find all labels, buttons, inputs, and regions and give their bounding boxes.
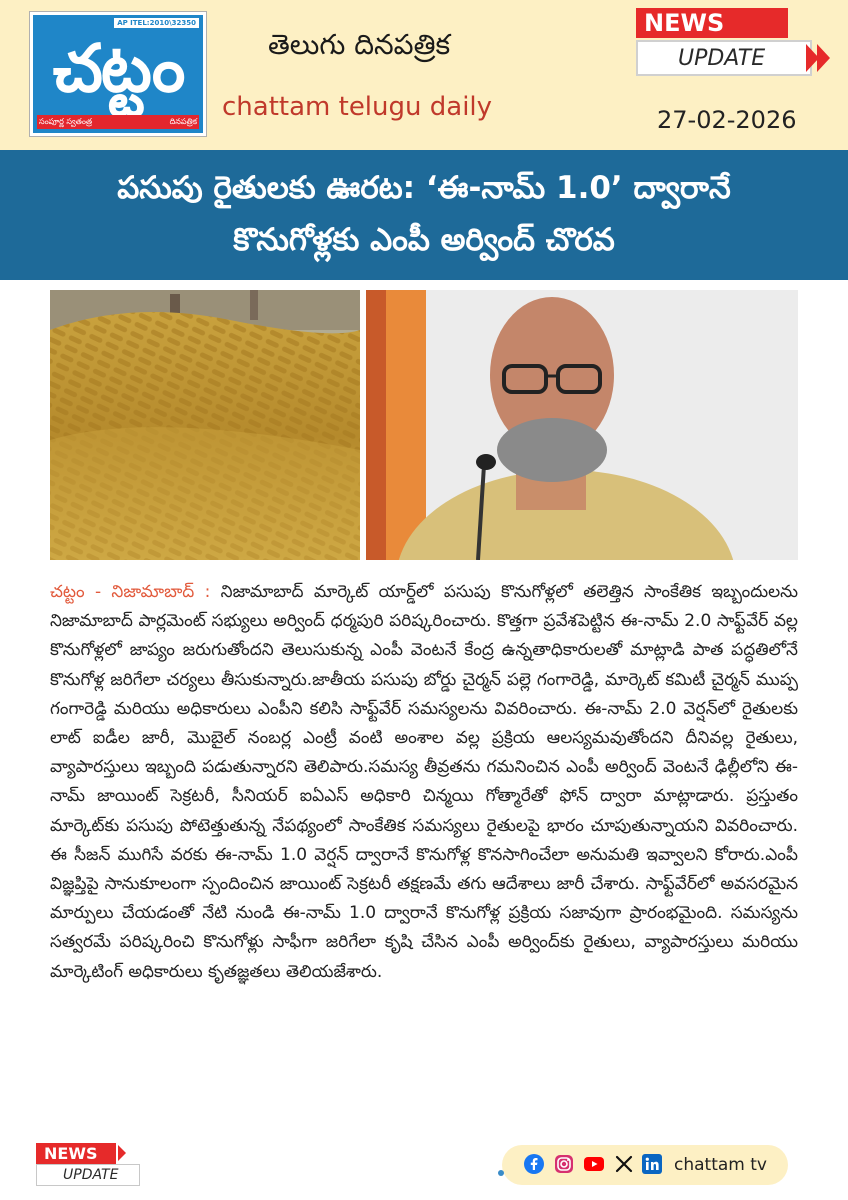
- linkedin-icon[interactable]: [642, 1154, 662, 1174]
- youtube-icon[interactable]: [584, 1154, 604, 1174]
- footer-update-badge: UPDATE: [36, 1164, 140, 1186]
- footer-news-badge: NEWS: [36, 1143, 116, 1165]
- article-byline: చట్టం - నిజామాబాద్ :: [50, 582, 211, 602]
- headline-line-2: కొనుగోళ్లకు ఎంపీ అర్వింద్ చొరవ: [233, 222, 615, 258]
- pill-dot: [498, 1170, 504, 1176]
- publication-date: 27-02-2026: [657, 106, 797, 134]
- mp-arvind-photo: [366, 290, 798, 560]
- chevron-right-icon: [118, 1145, 126, 1161]
- article-text: నిజామాబాద్ మార్కెట్ యార్డ్‌లో పసుపు కొనుగోళ్లలో తలెత్తిన సాంకేతిక ఇబ్బందులను నిజామాబాద్ పార్లమెంట్ సభ్యులు అర్వింద్ ధర్మపురి పరిష్కరించారు. కొత్తగా ప్రవేశపెట్టిన ఈ-నామ్ 2.0 సాఫ్ట్‌వేర్ వల్ల కొనుగోళ్లలో జాప్యం జరుగుతోందని తెలుసుకున్న ఎంపీ వెంటనే కేంద్ర ఉన్నతాధికారులతో మాట్లాడి పాత పద్ధతిలోనే కొనుగోళ్ల జరిగేలా చర్యలు తీసుకున్నారు.జాతీయ పసుపు బోర్డు చైర్మన్ పల్లె గంగారెడ్డి, మార్కెట్ కమిటీ చైర్మన్ ముప్ప గంగారెడ్డి మరియు అధికారులు ఎంపీని కలిసి సాఫ్ట్‌వేర్ సమస్యలను వివరించారు. ఈ-నామ్ 2.0 వెర్షన్‌లో రైతులకు లాట్ ఐడీల జారీ, మొబైల్ నంబర్ల ఎంట్రీ వంటి అంశాల వల్ల ప్రక్రియ ఆలస్యమవుతోందని దీనివల్ల రైతులు, వ్యాపారస్తులు ఇబ్బంది పడుతున్నారని తెలిపారు.సమస్య తీవ్రతను గమనించిన ఎంపీ అర్వింద్ వెంటనే ఢిల్లీలోని ఈ-నామ్ జాయింట్ సెక్రటరీ, సీనియర్ ఐఏఎస్ అధికారి చిన్మయి గోత్మారేతో ఫోన్ ద్వారా మాట్లాడారు. ప్రస్తుతం మార్కెట్‌కు పసుపు పోటెత్తుతున్న నేపథ్యంలో సాంకేతిక సమస్యలు రైతులపై భారం చూపుతున్నాయని వివరించారు. ఈ సీజన్ ముగిసే వరకు ఈ-నామ్ 1.0 వెర్షన్ ద్వారానే కొనుగోళ్ల కొనసాగించేలా అనుమతి ఇవ్వాలని కోరారు.ఎంపీ విజ్ఞప్తిపై సానుకూలంగా స్పందించిన జాయింట్ సెక్రటరీ తక్షణమే తగు ఆదేశాలు జారీ చేశారు. సాఫ్ట్‌వేర్‌లో అవసరమైన మార్పులు చేయడంతో నేటి నుండి ఈ-నామ్ 1.0 ద్వారానే కొనుగోళ్ల ప్రక్రియ సజావుగా ప్రారంభమైంది. సమస్యను సత్వరమే పరిష్కరించి కొనుగోళ్లు సాఫీగా జరిగేలా కృషి చేసిన ఎంపీ అర్వింద్‌కు రైతులు, వ్యాపారస్తులు మరియు మార్కెటింగ్ అధికారులు కృతజ్ఞతలు తెలియజేశారు.: [50, 582, 798, 982]
- update-badge: UPDATE: [636, 40, 812, 76]
- x-icon[interactable]: [614, 1154, 634, 1174]
- facebook-icon[interactable]: [524, 1154, 544, 1174]
- logo-wordmark: చట్టం: [52, 30, 184, 107]
- chevron-right-icon: [817, 44, 830, 72]
- logo-registration: AP ITEL:2010\32350: [114, 18, 199, 28]
- instagram-icon[interactable]: [554, 1154, 574, 1174]
- footer-channel-handle[interactable]: chattam tv: [674, 1155, 767, 1175]
- news-badge: NEWS: [636, 8, 788, 38]
- logo-tagline-right: దినపత్రిక: [169, 117, 197, 126]
- headline-line-1: పసుపు రైతులకు ఊరట: ‘ఈ-నామ్ 1.0’ ద్వారానే: [117, 170, 731, 206]
- article-body: [50, 578, 798, 987]
- paper-name-english: chattam telugu daily: [222, 92, 493, 122]
- logo-tagline-left: సంపూర్ణ స్వతంత్ర: [39, 117, 93, 126]
- chattam-logo: [30, 12, 206, 136]
- paper-name-telugu: తెలుగు దినపత్రిక: [268, 28, 451, 61]
- turmeric-heap-photo: [50, 290, 360, 560]
